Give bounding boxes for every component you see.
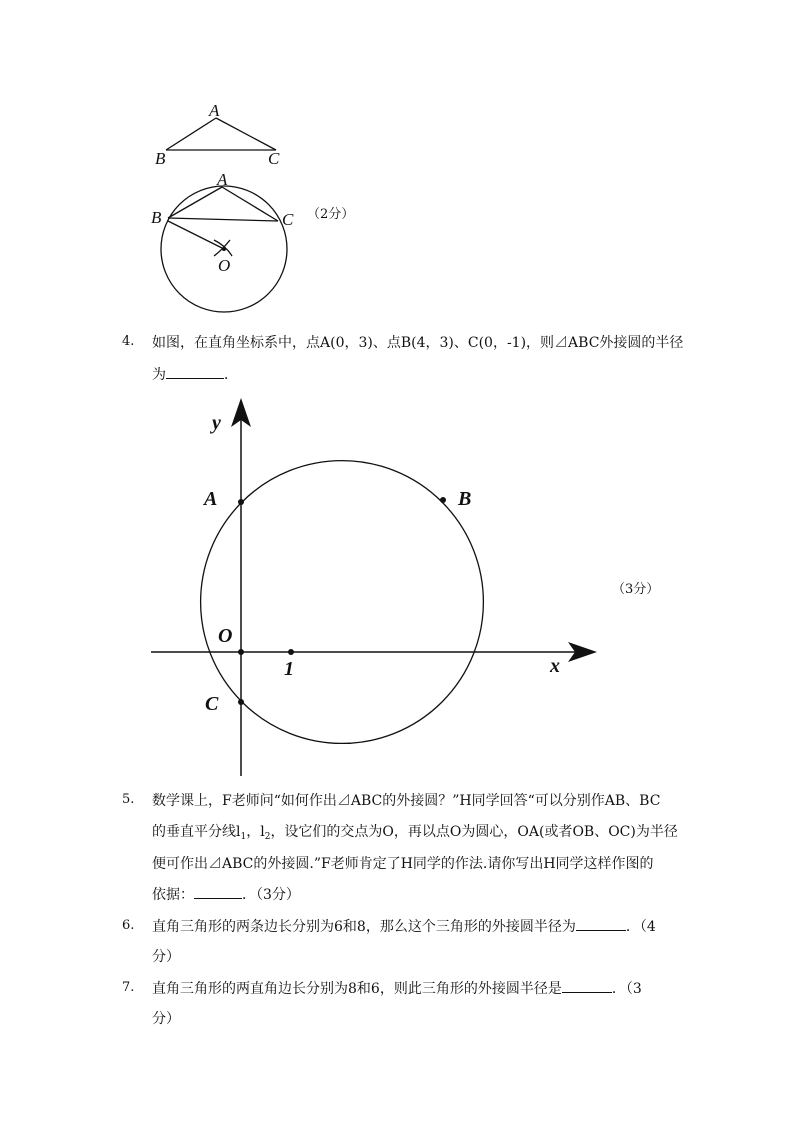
figure1-score: （2分） (307, 207, 355, 222)
q7-line1: 直角三角形的两直角边长分别为8和6，则此三角形的外接圆半径是 ．（3 (152, 981, 642, 997)
q5-line2: 的垂直平分线$l_1$，$l_2$，设它们的交点为O，再以点O为圆心，OA(或者OB、OC)为半径 (152, 824, 678, 842)
graph-label-one: 1 (284, 658, 294, 680)
q4-line1: 如图，在直角坐标系中，点A(0，3)、点B(4，3)、C(0，-1)，则⊿ABC外接圆的半径 (152, 335, 684, 351)
circle-label-a: A (217, 170, 228, 189)
q7-line2: 分） (152, 1011, 180, 1027)
q5-number: 5. (122, 792, 135, 807)
point-b (440, 497, 446, 503)
q6-number: 6. (122, 918, 135, 933)
q5-line1: 数学课上，F老师问“如何作出⊿ABC的外接圆？”H同学回答“可以分别作AB、BC (152, 793, 661, 809)
point-o (238, 649, 244, 655)
q4-number: 4. (122, 334, 135, 349)
q5-line3: 便可作出⊿ABC的外接圆.”F老师肯定了H同学的作法.请你写出H同学这样作图的 (152, 856, 654, 872)
answer-blank[interactable] (194, 886, 242, 899)
graph-label-c: C (205, 693, 219, 715)
x-axis-label: x (550, 655, 560, 677)
y-axis-label: y (212, 412, 221, 434)
point-one (288, 649, 294, 655)
q4-line2: 为 ． (152, 367, 238, 383)
triangle-label-c: C (268, 149, 280, 168)
triangle-label-a: A (209, 101, 220, 120)
coordinate-graph (151, 398, 597, 776)
q4-score: （3分） (612, 582, 660, 597)
q6-line2: 分） (152, 949, 180, 965)
graph-label-a: A (204, 488, 218, 510)
answer-blank[interactable] (166, 366, 224, 379)
point-c (238, 699, 244, 705)
graph-label-b: B (458, 488, 472, 510)
circle-label-o: O (218, 256, 231, 275)
triangle-abc-figure (166, 118, 276, 150)
answer-blank[interactable] (576, 918, 626, 931)
circle-label-b: B (151, 208, 162, 227)
q6-line1: 直角三角形的两条边长分别为6和8，那么这个三角形的外接圆半径为 ．（4 (152, 919, 656, 935)
triangle-label-b: B (155, 149, 166, 168)
point-a (238, 499, 244, 505)
circle-label-c: C (282, 210, 294, 229)
center-point (222, 247, 226, 251)
q7-number: 7. (122, 980, 135, 995)
q5-line4: 依据： ．（3分） (152, 887, 300, 903)
graph-label-o: O (218, 625, 233, 647)
answer-blank[interactable] (562, 980, 612, 993)
